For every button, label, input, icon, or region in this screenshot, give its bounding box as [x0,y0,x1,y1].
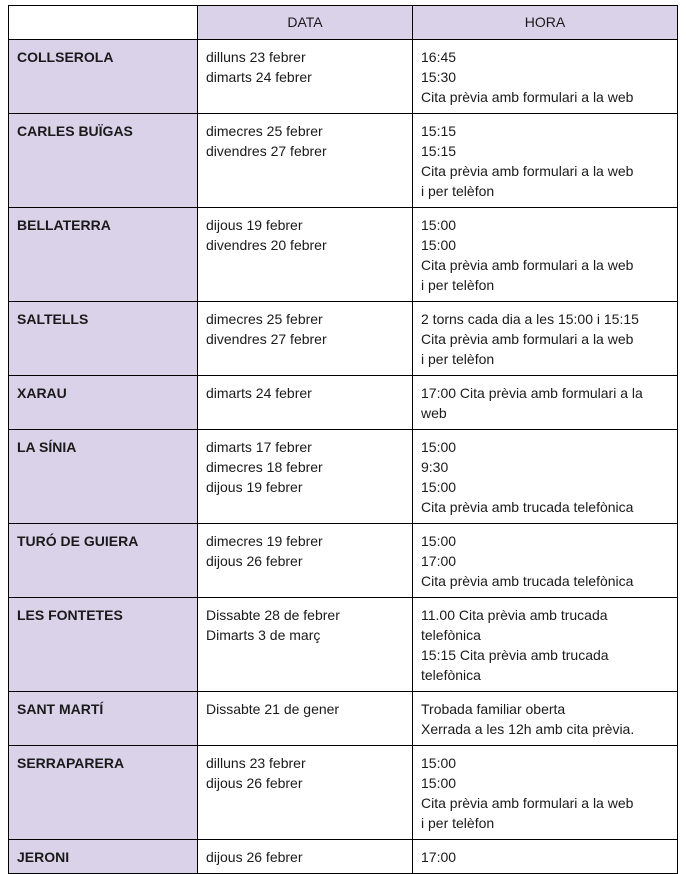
table-row [9,302,678,376]
time-cell [413,746,678,840]
date-cell [198,376,413,430]
center-name: BELLATERRA [17,217,111,233]
time-line: 15:00 [421,479,457,495]
date-line: dijous 19 febrer [206,479,303,495]
table-row [9,40,678,114]
center-name-cell [9,746,198,840]
center-name: LA SÍNIA [17,439,77,455]
table-row [9,524,678,598]
time-line: 15:15 [421,143,457,159]
center-name-cell [9,302,198,376]
time-cell [413,692,678,746]
center-name-cell [9,40,198,114]
time-line: Cita prèvia amb formulari a la web [421,163,634,179]
table-header-row [9,6,678,40]
date-cell [198,430,413,524]
table-row [9,376,678,430]
center-name: JERONI [17,849,70,865]
date-cell [198,840,413,874]
center-name-cell [9,208,198,302]
time-cell [413,524,678,598]
date-line: dimecres 25 febrer [206,123,323,139]
time-line: Cita prèvia amb trucada telefònica [421,573,634,589]
date-line: Dissabte 21 de gener [206,701,340,717]
center-name-cell [9,524,198,598]
time-line: Cita prèvia amb formulari a la web [421,257,634,273]
date-cell [198,302,413,376]
date-line: dijous 19 febrer [206,217,303,233]
time-cell [413,376,678,430]
time-line: i per telèfon [421,277,495,293]
date-cell [198,208,413,302]
center-name-cell [9,376,198,430]
date-line: Dissabte 28 de febrer [206,607,340,623]
table-row [9,598,678,692]
time-line: 15:00 [421,755,457,771]
time-line: 9:30 [421,459,449,475]
table-row [9,208,678,302]
time-line: 16:45 [421,49,457,65]
date-line: dimarts 17 febrer [206,439,312,455]
date-line: dijous 26 febrer [206,775,303,791]
date-line: divendres 27 febrer [206,331,327,347]
time-cell [413,40,678,114]
header-time: HORA [413,6,678,40]
date-cell [198,746,413,840]
date-line: dimecres 25 febrer [206,311,323,327]
time-line: i per telèfon [421,351,495,367]
center-name-cell [9,840,198,874]
time-line: Cita prèvia amb formulari a la web [421,795,634,811]
date-cell [198,524,413,598]
time-line: Trobada familiar oberta [421,701,566,717]
time-cell [413,598,678,692]
schedule-table [8,5,678,874]
table-row [9,840,678,874]
time-line: 15:00 [421,439,457,455]
time-line: i per telèfon [421,183,495,199]
date-line: dijous 26 febrer [206,553,303,569]
date-line: dijous 26 febrer [206,849,303,865]
center-name: CARLES BUÏGAS [17,123,133,139]
date-line: dimarts 24 febrer [206,69,312,85]
date-line: dilluns 23 febrer [206,49,306,65]
time-line: 15:00 [421,533,457,549]
time-line: i per telèfon [421,815,495,831]
header-date: DATA [198,6,413,40]
time-line: 17:00 [421,553,457,569]
center-name-cell [9,114,198,208]
date-line: divendres 20 febrer [206,237,327,253]
center-name-cell [9,430,198,524]
time-line: 11.00 Cita prèvia amb trucada telefònica [421,607,608,643]
time-line: 15:30 [421,69,457,85]
table-row [9,114,678,208]
time-line: Cita prèvia amb formulari a la web [421,89,634,105]
time-line: 17:00 [421,849,457,865]
date-cell [198,692,413,746]
center-name: LES FONTETES [17,607,123,623]
time-cell [413,208,678,302]
center-name-cell [9,692,198,746]
center-name: SANT MARTÍ [17,701,104,717]
time-line: 15:15 Cita prèvia amb trucada telefònica [421,647,609,683]
time-cell [413,840,678,874]
time-cell [413,430,678,524]
date-cell [198,40,413,114]
center-name: COLLSEROLA [17,49,114,65]
center-name: TURÓ DE GUIERA [17,533,139,549]
table-row [9,746,678,840]
date-line: dilluns 23 febrer [206,755,306,771]
table-row [9,430,678,524]
date-cell [198,598,413,692]
center-name-cell [9,598,198,692]
date-line: dimecres 18 febrer [206,459,323,475]
table-body [9,40,678,874]
time-cell [413,114,678,208]
date-line: divendres 27 febrer [206,143,327,159]
date-line: dimarts 24 febrer [206,385,312,401]
time-line: Xerrada a les 12h amb cita prèvia. [421,721,635,737]
time-line: 15:00 [421,237,457,253]
date-line: dimecres 19 febrer [206,533,323,549]
time-line: Cita prèvia amb formulari a la web [421,331,634,347]
time-line: 17:00 Cita prèvia amb formulari a la web [421,385,643,421]
table-row [9,692,678,746]
time-line: Cita prèvia amb trucada telefònica [421,499,634,515]
time-line: 15:00 [421,775,457,791]
header-center [9,6,198,40]
time-line: 15:00 [421,217,457,233]
date-line: Dimarts 3 de març [206,627,321,643]
time-line: 15:15 [421,123,457,139]
center-name: SERRAPARERA [17,755,125,771]
center-name: XARAU [17,385,67,401]
time-line: 2 torns cada dia a les 15:00 i 15:15 [421,311,639,327]
center-name: SALTELLS [17,311,89,327]
date-cell [198,114,413,208]
time-cell [413,302,678,376]
